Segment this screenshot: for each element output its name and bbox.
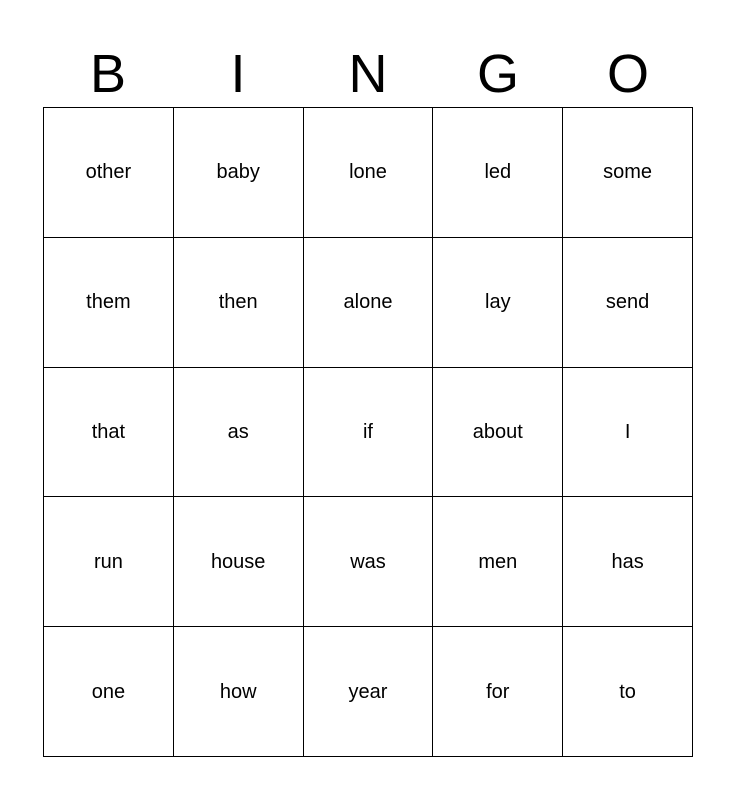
bingo-card-grid <box>43 107 693 757</box>
bingo-cell-r2-c3: alone <box>304 238 434 368</box>
bingo-header <box>43 42 693 106</box>
bingo-cell-r5-c4: for <box>433 627 563 757</box>
bingo-cell-r3-c4: about <box>433 368 563 498</box>
bingo-cell-r4-c3: was <box>304 497 434 627</box>
bingo-cell-r5-c1: one <box>44 627 174 757</box>
bingo-cell-r3-c3: if <box>304 368 434 498</box>
bingo-cell-r5-c2: how <box>174 627 304 757</box>
header-letter-n: N <box>348 44 388 104</box>
bingo-cell-r2-c1: them <box>44 238 174 368</box>
bingo-cell-r4-c4: men <box>433 497 563 627</box>
bingo-cell-r5-c3: year <box>304 627 434 757</box>
header-letter-g: G <box>476 44 519 104</box>
bingo-cell-r1-c3: lone <box>304 108 434 238</box>
bingo-cell-r4-c2: house <box>174 497 304 627</box>
header-letter-i: I <box>230 44 246 104</box>
bingo-cell-r2-c2: then <box>174 238 304 368</box>
bingo-cell-r3-c5: I <box>563 368 693 498</box>
bingo-cell-r3-c1: that <box>44 368 174 498</box>
bingo-cell-r4-c5: has <box>563 497 693 627</box>
bingo-cell-r5-c5: to <box>563 627 693 757</box>
bingo-cell-r1-c5: some <box>563 108 693 238</box>
bingo-cell-r1-c4: led <box>433 108 563 238</box>
bingo-cell-r2-c4: lay <box>433 238 563 368</box>
header-letter-o: O <box>606 44 649 104</box>
bingo-cell-r3-c2: as <box>174 368 304 498</box>
bingo-cell-r2-c5: send <box>563 238 693 368</box>
bingo-cell-r4-c1: run <box>44 497 174 627</box>
bingo-cell-r1-c1: other <box>44 108 174 238</box>
header-letter-b: B <box>89 44 127 104</box>
bingo-cell-r1-c2: baby <box>174 108 304 238</box>
